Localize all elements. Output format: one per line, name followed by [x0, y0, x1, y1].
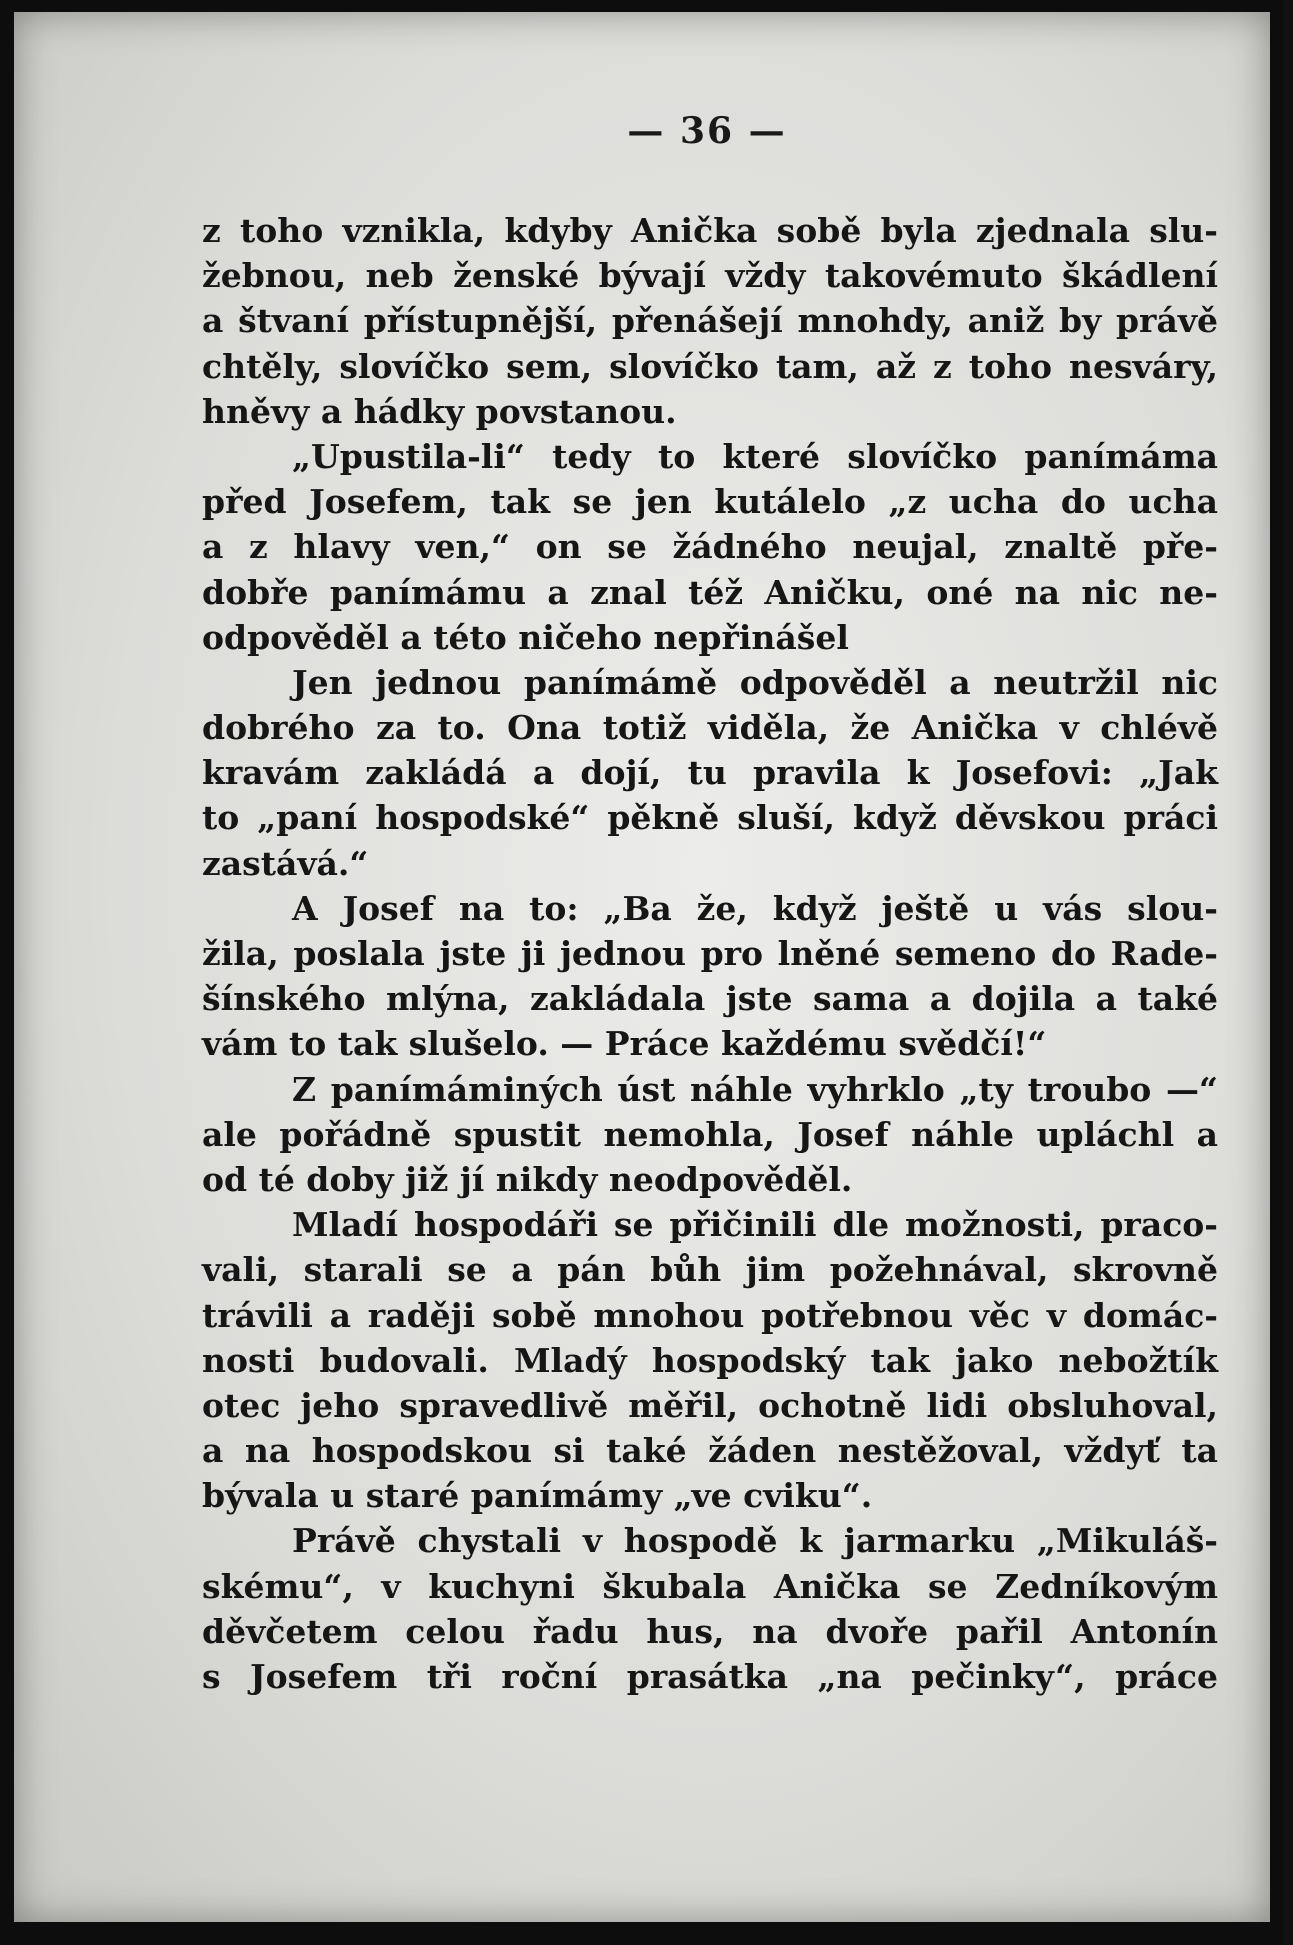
text-line: Právě chystali v hospodě k jarmarku „Mikuláš- [292, 1521, 1218, 1561]
body-text [202, 208, 1218, 1699]
text-line: Mladí hospodáři se přičinili dle možnosti, praco- [292, 1205, 1218, 1245]
text-line: kravám zakládá a dojí, tu pravila k Josefovi: „Jak [202, 753, 1218, 793]
scan-edge [1283, 0, 1293, 1945]
text-line: žila, poslala jste ji jednou pro lněné semeno do Rade- [202, 934, 1218, 973]
text-line: z toho vznikla, kdyby Anička sobě byla zjednala slu- [202, 211, 1218, 250]
text-line: odpověděl a této ničeho nepřinášel [202, 617, 849, 657]
page-number: — 36 — [627, 110, 787, 152]
text-line: vali, starali se a pán bůh jim požehnával, skrovně [202, 1250, 1218, 1290]
text-line: skému“, v kuchyni škubala Anička se Zedníkovým [202, 1566, 1218, 1606]
text-line: bývala u staré panímámy „ve cviku“. [202, 1476, 873, 1516]
text-line: a z hlavy ven,“ on se žádného neujal, znaltě pře- [202, 527, 1218, 567]
text-line: otec jeho spravedlivě měřil, ochotně lidi obsluhoval, [202, 1385, 1218, 1425]
text-line: dobře panímámu a znal též Aničku, oné na nic ne- [202, 572, 1218, 612]
text-line: Jen jednou panímámě odpověděl a neutržil nic [292, 662, 1218, 702]
text-line: šínského mlýna, zakládala jste sama a dojila a také [202, 979, 1218, 1019]
text-line: A Josef na to: „Ba že, když ještě u vás slou- [292, 888, 1218, 928]
text-line: s Josefem tři roční prasátka „na pečinky“, práce [202, 1657, 1218, 1696]
text-line: hněvy a hádky povstanou. [202, 391, 677, 431]
text-line: a štvaní přístupnější, přenášejí mnohdy, aniž by právě [202, 301, 1218, 341]
text-line: to „paní hospodské“ pěkně sluší, když děvskou práci [202, 798, 1218, 838]
text-line: zastává.“ [202, 843, 369, 883]
text-line: chtěly, slovíčko sem, slovíčko tam, až z toho nesváry, [202, 346, 1218, 386]
text-line: před Josefem, tak se jen kutálelo „z ucha do ucha [202, 482, 1218, 522]
text-line: trávili a raději sobě mnohou potřebnou věc v domác- [202, 1295, 1218, 1335]
text-line: „Upustila-li“ tedy to které slovíčko panímáma [292, 436, 1218, 476]
text-line: děvčetem celou řadu hus, na dvoře pařil Antonín [202, 1611, 1218, 1651]
text-line: Z panímáminých úst náhle vyhrklo „ty troubo —“ [292, 1069, 1218, 1109]
text-line: ale pořádně spustit nemohla, Josef náhle upláchl a [202, 1114, 1218, 1154]
text-line: žebnou, neb ženské bývají vždy takovémuto škádlení [202, 256, 1218, 296]
book-page [14, 12, 1270, 1922]
text-line: dobrého za to. Ona totiž viděla, že Anička v chlévě [202, 708, 1218, 748]
text-line: od té doby již jí nikdy neodpověděl. [202, 1159, 853, 1199]
text-line: a na hospodskou si také žáden nestěžoval, vždyť ta [202, 1431, 1218, 1471]
text-line: nosti budovali. Mladý hospodský tak jako nebožtík [202, 1340, 1218, 1380]
text-line: vám to tak slušelo. — Práce každému svědčí!“ [202, 1024, 1047, 1064]
